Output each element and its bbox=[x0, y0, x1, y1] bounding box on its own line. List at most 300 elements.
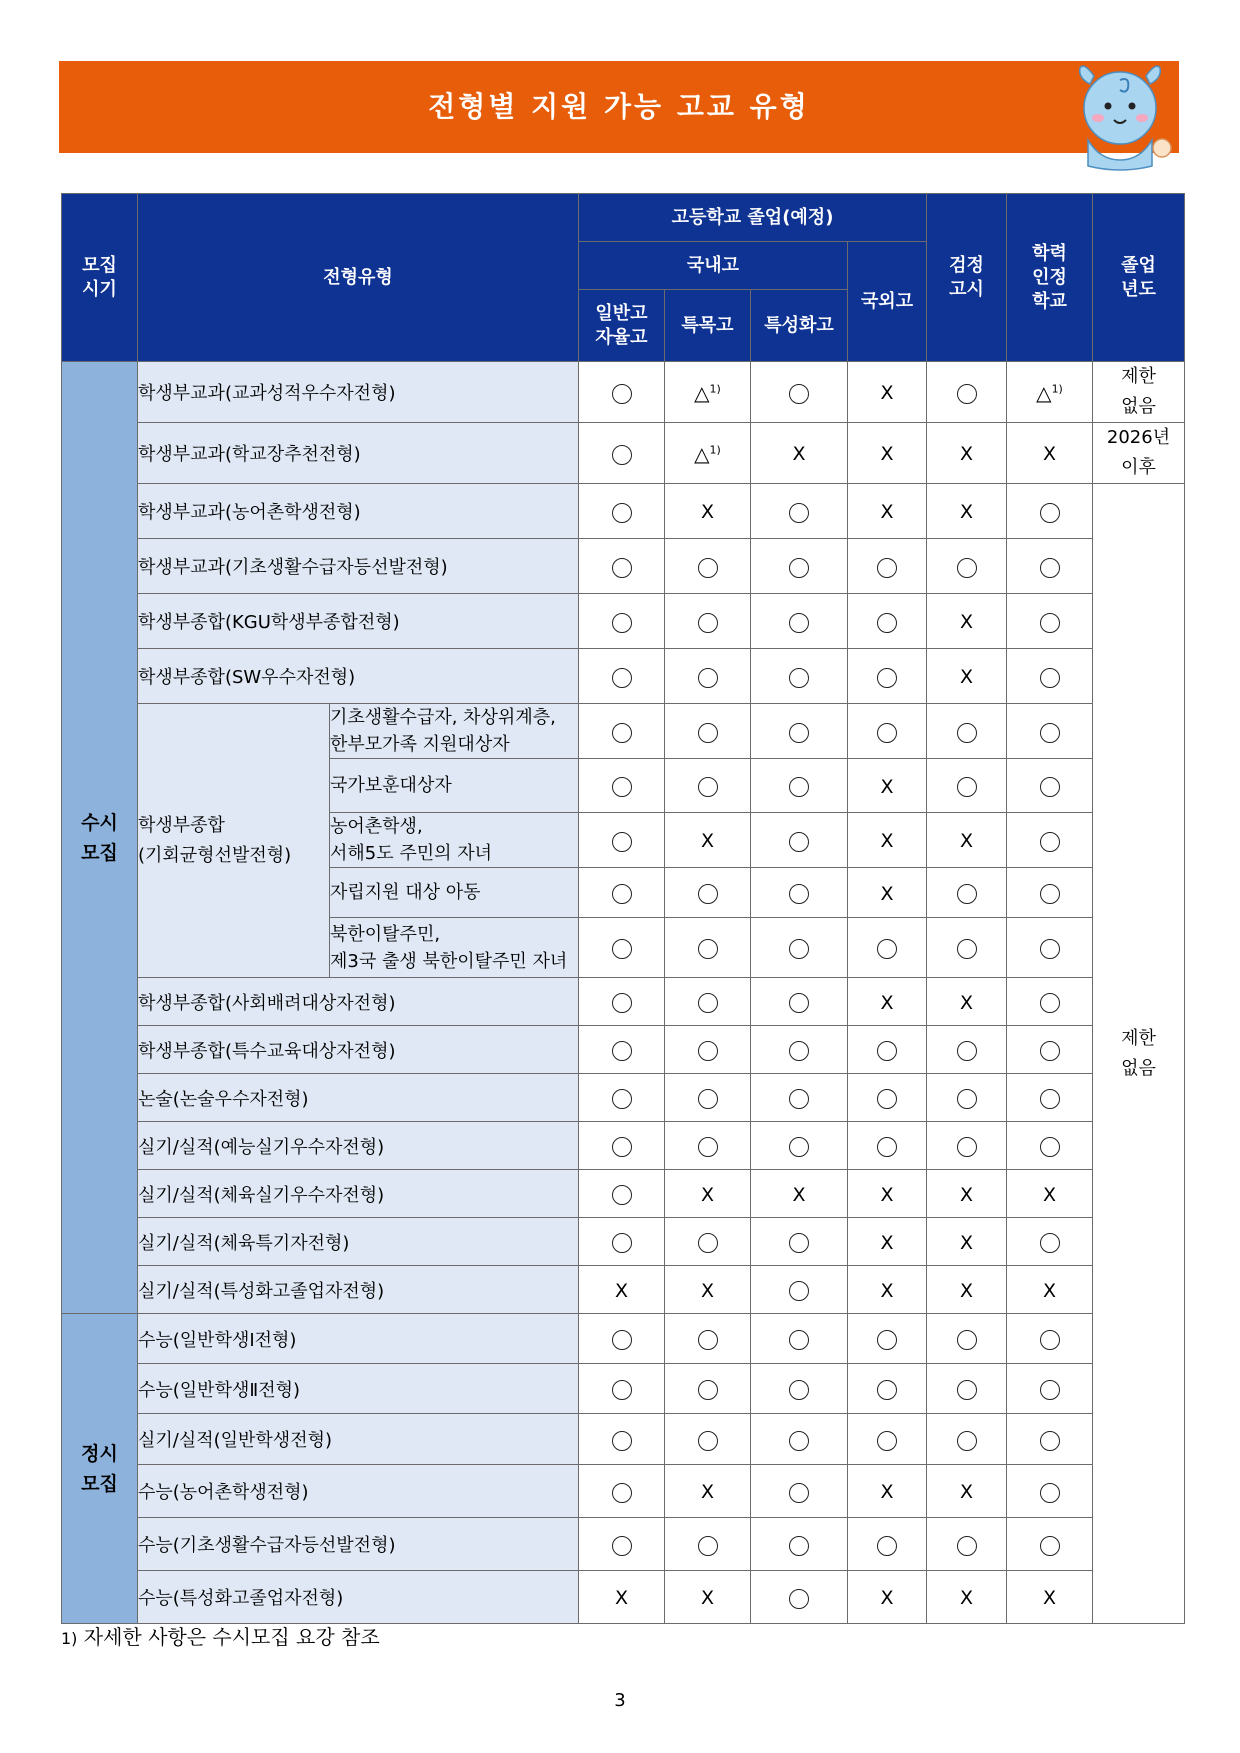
eligibility-cell bbox=[751, 594, 848, 649]
eligibility-cell bbox=[579, 978, 665, 1026]
eligible-circle-icon bbox=[789, 1380, 809, 1400]
triangle-symbol: △ bbox=[694, 380, 710, 405]
eligible-circle-icon bbox=[877, 668, 897, 688]
eligibility-cell bbox=[579, 1026, 665, 1074]
eligible-circle-icon bbox=[957, 1089, 977, 1109]
eligibility-cell bbox=[848, 1364, 927, 1414]
eligibility-cell bbox=[751, 1571, 848, 1624]
not-eligible-x: X bbox=[880, 1231, 894, 1254]
eligibility-cell bbox=[848, 423, 927, 484]
eligibility-cell bbox=[927, 1364, 1007, 1414]
eligibility-cell bbox=[579, 362, 665, 423]
eligible-circle-icon bbox=[789, 939, 809, 959]
eligibility-cell bbox=[665, 978, 751, 1026]
eligibility-cell bbox=[927, 978, 1007, 1026]
eligible-circle-icon bbox=[612, 558, 632, 578]
eligibility-cell bbox=[665, 594, 751, 649]
eligible-circle-icon bbox=[612, 884, 632, 904]
eligible-circle-icon bbox=[789, 1536, 809, 1556]
eligible-circle-icon bbox=[698, 668, 718, 688]
eligibility-cell bbox=[579, 1364, 665, 1414]
eligibility-cell bbox=[848, 868, 927, 918]
footnote-number: 1) bbox=[61, 1629, 78, 1648]
eligible-circle-icon bbox=[877, 1431, 897, 1451]
eligibility-cell bbox=[927, 1122, 1007, 1170]
admission-table bbox=[61, 193, 1185, 1624]
row-type-name: 실기/실적(예능실기우수자전형) bbox=[138, 1122, 579, 1170]
table-row bbox=[62, 539, 1185, 594]
eligibility-cell bbox=[579, 649, 665, 704]
eligibility-cell bbox=[848, 1026, 927, 1074]
eligibility-cell bbox=[848, 1074, 927, 1122]
eligible-circle-icon bbox=[877, 558, 897, 578]
row-type-name: 학생부교과(기초생활수급자등선발전형) bbox=[138, 539, 579, 594]
row-type-name: 수능(일반학생Ⅱ전형) bbox=[138, 1364, 579, 1414]
eligibility-cell bbox=[927, 1314, 1007, 1364]
eligibility-cell bbox=[751, 649, 848, 704]
eligible-circle-icon bbox=[789, 1589, 809, 1609]
not-eligible-x: X bbox=[1043, 443, 1057, 465]
row-type-name: 학생부교과(농어촌학생전형) bbox=[138, 484, 579, 539]
eligibility-cell bbox=[579, 1414, 665, 1465]
eligibility-cell bbox=[751, 918, 848, 978]
eligible-circle-icon bbox=[1040, 777, 1060, 797]
eligible-circle-icon bbox=[612, 939, 632, 959]
table-row bbox=[62, 594, 1185, 649]
eligible-circle-icon bbox=[698, 884, 718, 904]
eligibility-cell bbox=[1007, 423, 1093, 484]
eligibility-cell bbox=[848, 1314, 927, 1364]
eligible-circle-icon bbox=[1040, 1536, 1060, 1556]
eligible-circle-icon bbox=[789, 832, 809, 852]
eligibility-cell bbox=[751, 362, 848, 423]
header-grad-year: 졸업 년도 bbox=[1093, 194, 1185, 362]
eligible-circle-icon bbox=[1040, 558, 1060, 578]
eligibility-cell bbox=[848, 1266, 927, 1314]
eligible-circle-icon bbox=[612, 1041, 632, 1061]
eligibility-cell bbox=[1007, 1518, 1093, 1571]
eligibility-cell bbox=[927, 1266, 1007, 1314]
not-eligible-x: X bbox=[880, 501, 894, 523]
not-eligible-x: X bbox=[960, 1279, 974, 1302]
eligible-circle-icon bbox=[698, 1380, 718, 1400]
triangle-symbol: △ bbox=[1036, 380, 1052, 405]
eligible-circle-icon bbox=[1040, 1483, 1060, 1503]
page-number: 3 bbox=[614, 1690, 626, 1711]
eligibility-cell bbox=[579, 918, 665, 978]
eligible-circle-icon bbox=[957, 723, 977, 743]
eligibility-cell bbox=[751, 1518, 848, 1571]
eligible-circle-icon bbox=[789, 668, 809, 688]
not-eligible-x: X bbox=[880, 830, 894, 852]
eligibility-cell bbox=[927, 1218, 1007, 1266]
not-eligible-x: X bbox=[880, 1587, 894, 1609]
eligible-circle-icon bbox=[612, 1233, 632, 1253]
eligible-circle-icon bbox=[789, 1041, 809, 1061]
not-eligible-x: X bbox=[960, 1231, 974, 1254]
eligibility-cell bbox=[751, 759, 848, 813]
eligible-circle-icon bbox=[612, 384, 632, 404]
eligible-circle-icon bbox=[789, 1483, 809, 1503]
not-eligible-x: X bbox=[960, 1587, 974, 1609]
eligibility-cell bbox=[751, 704, 848, 759]
eligibility-cell bbox=[751, 813, 848, 868]
eligibility-cell bbox=[927, 484, 1007, 539]
eligible-circle-icon bbox=[698, 777, 718, 797]
eligible-circle-icon bbox=[1040, 668, 1060, 688]
eligibility-cell bbox=[665, 649, 751, 704]
page-title: 전형별 지원 가능 고교 유형 bbox=[428, 90, 810, 123]
not-eligible-x: X bbox=[960, 666, 974, 688]
header-special-purpose: 특목고 bbox=[665, 290, 751, 362]
eligibility-cell bbox=[1007, 1074, 1093, 1122]
eligibility-cell bbox=[1007, 362, 1093, 423]
header-period: 모집 시기 bbox=[62, 194, 138, 362]
row-type-name: 수능(기초생활수급자등선발전형) bbox=[138, 1518, 579, 1571]
row-type-name: 학생부종합(특수교육대상자전형) bbox=[138, 1026, 579, 1074]
eligibility-cell bbox=[927, 1518, 1007, 1571]
eligibility-cell bbox=[751, 1364, 848, 1414]
eligibility-cell bbox=[848, 759, 927, 813]
eligible-circle-icon bbox=[1040, 884, 1060, 904]
table-row bbox=[62, 1170, 1185, 1218]
eligible-circle-icon bbox=[789, 1233, 809, 1253]
eligible-circle-icon bbox=[612, 613, 632, 633]
title-banner bbox=[59, 61, 1179, 153]
eligible-circle-icon bbox=[698, 1536, 718, 1556]
eligible-circle-icon bbox=[1040, 1137, 1060, 1157]
eligible-circle-icon bbox=[698, 1233, 718, 1253]
eligibility-cell bbox=[579, 1465, 665, 1518]
not-eligible-x: X bbox=[960, 1183, 974, 1206]
eligible-circle-icon bbox=[789, 1137, 809, 1157]
eligible-circle-icon bbox=[789, 1431, 809, 1451]
row-type-name: 실기/실적(특성화고졸업자전형) bbox=[138, 1266, 579, 1314]
grad-year-unlimited: 제한 없음 bbox=[1093, 362, 1185, 423]
eligibility-cell bbox=[848, 1170, 927, 1218]
eligible-circle-icon bbox=[698, 939, 718, 959]
header-specialized: 특성화고 bbox=[751, 290, 848, 362]
eligibility-cell bbox=[579, 759, 665, 813]
footnote bbox=[61, 1621, 380, 1650]
table-row bbox=[62, 1414, 1185, 1465]
eligibility-cell bbox=[751, 1218, 848, 1266]
footnote-ref: 1) bbox=[709, 443, 721, 457]
not-eligible-x: X bbox=[880, 1481, 894, 1503]
header-type: 전형유형 bbox=[138, 194, 579, 362]
eligible-circle-icon bbox=[1040, 1380, 1060, 1400]
eligibility-cell bbox=[1007, 1218, 1093, 1266]
eligibility-cell bbox=[1007, 759, 1093, 813]
eligibility-cell bbox=[579, 1571, 665, 1624]
eligibility-cell bbox=[1007, 1266, 1093, 1314]
eligibility-cell bbox=[579, 1170, 665, 1218]
table-row bbox=[62, 1266, 1185, 1314]
eligibility-cell bbox=[1007, 1465, 1093, 1518]
eligible-circle-icon bbox=[789, 723, 809, 743]
table-row bbox=[62, 978, 1185, 1026]
row-type-name: 학생부종합(KGU학생부종합전형) bbox=[138, 594, 579, 649]
eligibility-cell bbox=[927, 1170, 1007, 1218]
eligible-circle-icon bbox=[877, 1536, 897, 1556]
not-eligible-x: X bbox=[880, 991, 894, 1014]
eligibility-cell bbox=[848, 649, 927, 704]
eligible-circle-icon bbox=[612, 777, 632, 797]
eligibility-cell bbox=[751, 484, 848, 539]
eligibility-cell bbox=[579, 868, 665, 918]
eligibility-cell bbox=[1007, 1314, 1093, 1364]
eligible-circle-icon bbox=[698, 1089, 718, 1109]
eligible-circle-icon bbox=[612, 1431, 632, 1451]
table-row bbox=[62, 423, 1185, 484]
eligible-circle-icon bbox=[612, 1330, 632, 1350]
eligibility-cell bbox=[848, 594, 927, 649]
eligible-circle-icon bbox=[789, 384, 809, 404]
table-row bbox=[62, 362, 1185, 423]
row-subtype-name: 농어촌학생, 서해5도 주민의 자녀 bbox=[330, 813, 579, 868]
eligibility-cell bbox=[751, 1266, 848, 1314]
eligible-circle-icon bbox=[612, 1380, 632, 1400]
eligibility-cell bbox=[1007, 978, 1093, 1026]
eligible-circle-icon bbox=[877, 1380, 897, 1400]
eligible-circle-icon bbox=[1040, 1431, 1060, 1451]
not-eligible-x: X bbox=[960, 611, 974, 633]
eligibility-cell bbox=[1007, 704, 1093, 759]
eligibility-cell bbox=[665, 813, 751, 868]
not-eligible-x: X bbox=[960, 991, 974, 1014]
eligible-circle-icon bbox=[612, 445, 632, 465]
table-row bbox=[62, 1314, 1185, 1364]
header-foreign: 국외고 bbox=[848, 242, 927, 362]
not-eligible-x: X bbox=[880, 382, 894, 404]
not-eligible-x: X bbox=[1043, 1279, 1057, 1302]
not-eligible-x: X bbox=[880, 1279, 894, 1302]
eligibility-cell bbox=[665, 423, 751, 484]
conditional-triangle-icon bbox=[694, 381, 721, 405]
eligibility-cell bbox=[665, 1026, 751, 1074]
eligibility-cell bbox=[751, 1170, 848, 1218]
eligibility-cell bbox=[665, 759, 751, 813]
eligible-circle-icon bbox=[957, 1137, 977, 1157]
eligibility-cell bbox=[1007, 1414, 1093, 1465]
row-type-name: 학생부종합(SW우수자전형) bbox=[138, 649, 579, 704]
not-eligible-x: X bbox=[792, 1183, 806, 1206]
footnote-ref: 1) bbox=[1051, 382, 1063, 396]
eligibility-cell bbox=[848, 1122, 927, 1170]
eligible-circle-icon bbox=[1040, 613, 1060, 633]
eligibility-cell bbox=[848, 978, 927, 1026]
not-eligible-x: X bbox=[880, 775, 894, 798]
eligible-circle-icon bbox=[789, 558, 809, 578]
row-subtype-name: 기초생활수급자, 차상위계층, 한부모가족 지원대상자 bbox=[330, 704, 579, 759]
eligibility-cell bbox=[751, 423, 848, 484]
header-general: 일반고 자율고 bbox=[579, 290, 665, 362]
table-row bbox=[62, 1218, 1185, 1266]
row-type-name: 수능(농어촌학생전형) bbox=[138, 1465, 579, 1518]
eligibility-cell bbox=[665, 362, 751, 423]
eligible-circle-icon bbox=[789, 503, 809, 523]
row-type-name: 학생부종합(사회배려대상자전형) bbox=[138, 978, 579, 1026]
eligible-circle-icon bbox=[957, 939, 977, 959]
conditional-triangle-icon bbox=[1036, 381, 1063, 405]
eligible-circle-icon bbox=[877, 723, 897, 743]
not-eligible-x: X bbox=[960, 443, 974, 465]
eligibility-cell bbox=[848, 484, 927, 539]
eligible-circle-icon bbox=[1040, 832, 1060, 852]
eligible-circle-icon bbox=[957, 1380, 977, 1400]
eligible-circle-icon bbox=[698, 613, 718, 633]
eligibility-cell bbox=[751, 539, 848, 594]
not-eligible-x: X bbox=[1043, 1183, 1057, 1206]
eligibility-cell bbox=[848, 918, 927, 978]
triangle-symbol: △ bbox=[694, 441, 710, 466]
eligibility-cell bbox=[665, 484, 751, 539]
grad-year-unlimited-rest: 제한 없음 bbox=[1093, 484, 1185, 1624]
eligible-circle-icon bbox=[698, 993, 718, 1013]
eligible-circle-icon bbox=[1040, 1089, 1060, 1109]
eligibility-cell bbox=[1007, 1170, 1093, 1218]
table-row bbox=[62, 649, 1185, 704]
eligibility-cell bbox=[665, 704, 751, 759]
eligibility-cell bbox=[579, 484, 665, 539]
not-eligible-x: X bbox=[614, 1587, 629, 1609]
eligibility-cell bbox=[848, 1465, 927, 1518]
eligible-circle-icon bbox=[877, 1089, 897, 1109]
not-eligible-x: X bbox=[880, 1183, 894, 1206]
eligibility-cell bbox=[665, 918, 751, 978]
eligibility-cell bbox=[751, 978, 848, 1026]
eligible-circle-icon bbox=[789, 613, 809, 633]
eligibility-cell bbox=[751, 1122, 848, 1170]
eligibility-cell bbox=[927, 868, 1007, 918]
eligible-circle-icon bbox=[698, 1330, 718, 1350]
table-row bbox=[62, 1571, 1185, 1624]
eligibility-cell bbox=[848, 1518, 927, 1571]
eligible-circle-icon bbox=[612, 1089, 632, 1109]
eligibility-cell bbox=[665, 1170, 751, 1218]
table-row bbox=[62, 1518, 1185, 1571]
eligible-circle-icon bbox=[612, 993, 632, 1013]
eligibility-cell bbox=[927, 362, 1007, 423]
eligibility-cell bbox=[848, 1571, 927, 1624]
eligible-circle-icon bbox=[1040, 939, 1060, 959]
row-type-name: 실기/실적(체육실기우수자전형) bbox=[138, 1170, 579, 1218]
eligibility-cell bbox=[848, 1218, 927, 1266]
not-eligible-x: X bbox=[1043, 1587, 1057, 1609]
eligibility-cell bbox=[927, 594, 1007, 649]
not-eligible-x: X bbox=[880, 882, 894, 905]
eligibility-cell bbox=[1007, 649, 1093, 704]
table-row bbox=[62, 1074, 1185, 1122]
not-eligible-x: X bbox=[700, 830, 715, 852]
eligible-circle-icon bbox=[957, 1041, 977, 1061]
row-type-name: 학생부교과(학교장추천전형) bbox=[138, 423, 579, 484]
row-type-name: 수능(일반학생Ⅰ전형) bbox=[138, 1314, 579, 1364]
not-eligible-x: X bbox=[960, 830, 974, 852]
eligible-circle-icon bbox=[957, 558, 977, 578]
eligibility-cell bbox=[1007, 1571, 1093, 1624]
eligibility-cell bbox=[848, 813, 927, 868]
eligibility-cell bbox=[665, 1518, 751, 1571]
eligibility-cell bbox=[751, 1074, 848, 1122]
not-eligible-x: X bbox=[880, 443, 894, 465]
eligibility-cell bbox=[579, 1314, 665, 1364]
eligible-circle-icon bbox=[789, 1281, 809, 1301]
eligible-circle-icon bbox=[698, 1431, 718, 1451]
eligible-circle-icon bbox=[957, 884, 977, 904]
eligibility-cell bbox=[1007, 594, 1093, 649]
eligibility-cell bbox=[579, 1218, 665, 1266]
eligibility-cell bbox=[1007, 1122, 1093, 1170]
eligible-circle-icon bbox=[612, 1483, 632, 1503]
row-type-name: 수능(특성화고졸업자전형) bbox=[138, 1571, 579, 1624]
row-type-name: 실기/실적(체육특기자전형) bbox=[138, 1218, 579, 1266]
eligibility-cell bbox=[579, 423, 665, 484]
eligible-circle-icon bbox=[612, 1137, 632, 1157]
eligibility-cell bbox=[665, 1266, 751, 1314]
eligible-circle-icon bbox=[1040, 1233, 1060, 1253]
eligibility-cell bbox=[665, 1218, 751, 1266]
period-jeongsi: 정시 모집 bbox=[62, 1314, 138, 1624]
eligibility-cell bbox=[927, 759, 1007, 813]
eligibility-cell bbox=[579, 594, 665, 649]
eligible-circle-icon bbox=[877, 1330, 897, 1350]
eligibility-cell bbox=[848, 539, 927, 594]
eligible-circle-icon bbox=[612, 723, 632, 743]
eligible-circle-icon bbox=[877, 613, 897, 633]
eligibility-cell bbox=[751, 1414, 848, 1465]
grad-year-2026: 2026년 이후 bbox=[1093, 423, 1185, 484]
not-eligible-x: X bbox=[792, 443, 806, 465]
footnote-ref: 1) bbox=[709, 382, 721, 396]
not-eligible-x: X bbox=[960, 501, 974, 523]
header-accredited: 학력 인정 학교 bbox=[1007, 194, 1093, 362]
eligibility-cell bbox=[579, 1122, 665, 1170]
eligibility-cell bbox=[665, 1364, 751, 1414]
eligible-circle-icon bbox=[612, 832, 632, 852]
eligibility-cell bbox=[579, 1518, 665, 1571]
eligibility-cell bbox=[927, 423, 1007, 484]
eligible-circle-icon bbox=[957, 777, 977, 797]
header-domestic: 국내고 bbox=[579, 242, 848, 290]
eligible-circle-icon bbox=[612, 1536, 632, 1556]
eligible-circle-icon bbox=[957, 1330, 977, 1350]
eligible-circle-icon bbox=[698, 723, 718, 743]
eligible-circle-icon bbox=[1040, 723, 1060, 743]
eligible-circle-icon bbox=[612, 503, 632, 523]
table-row bbox=[62, 704, 1185, 759]
eligibility-cell bbox=[579, 704, 665, 759]
not-eligible-x: X bbox=[700, 501, 715, 523]
not-eligible-x: X bbox=[614, 1279, 629, 1302]
eligible-circle-icon bbox=[957, 1536, 977, 1556]
eligibility-cell bbox=[927, 539, 1007, 594]
eligibility-cell bbox=[848, 1414, 927, 1465]
eligibility-cell bbox=[1007, 813, 1093, 868]
eligible-circle-icon bbox=[1040, 1330, 1060, 1350]
eligible-circle-icon bbox=[1040, 503, 1060, 523]
header-graduate: 고등학교 졸업(예정) bbox=[579, 194, 927, 242]
eligibility-cell bbox=[665, 1414, 751, 1465]
eligible-circle-icon bbox=[612, 668, 632, 688]
eligible-circle-icon bbox=[877, 939, 897, 959]
row-type-name: 학생부교과(교과성적우수자전형) bbox=[138, 362, 579, 423]
eligibility-cell bbox=[665, 868, 751, 918]
eligibility-cell bbox=[927, 813, 1007, 868]
eligibility-cell bbox=[927, 1465, 1007, 1518]
header-ged: 검정 고시 bbox=[927, 194, 1007, 362]
eligible-circle-icon bbox=[698, 1137, 718, 1157]
